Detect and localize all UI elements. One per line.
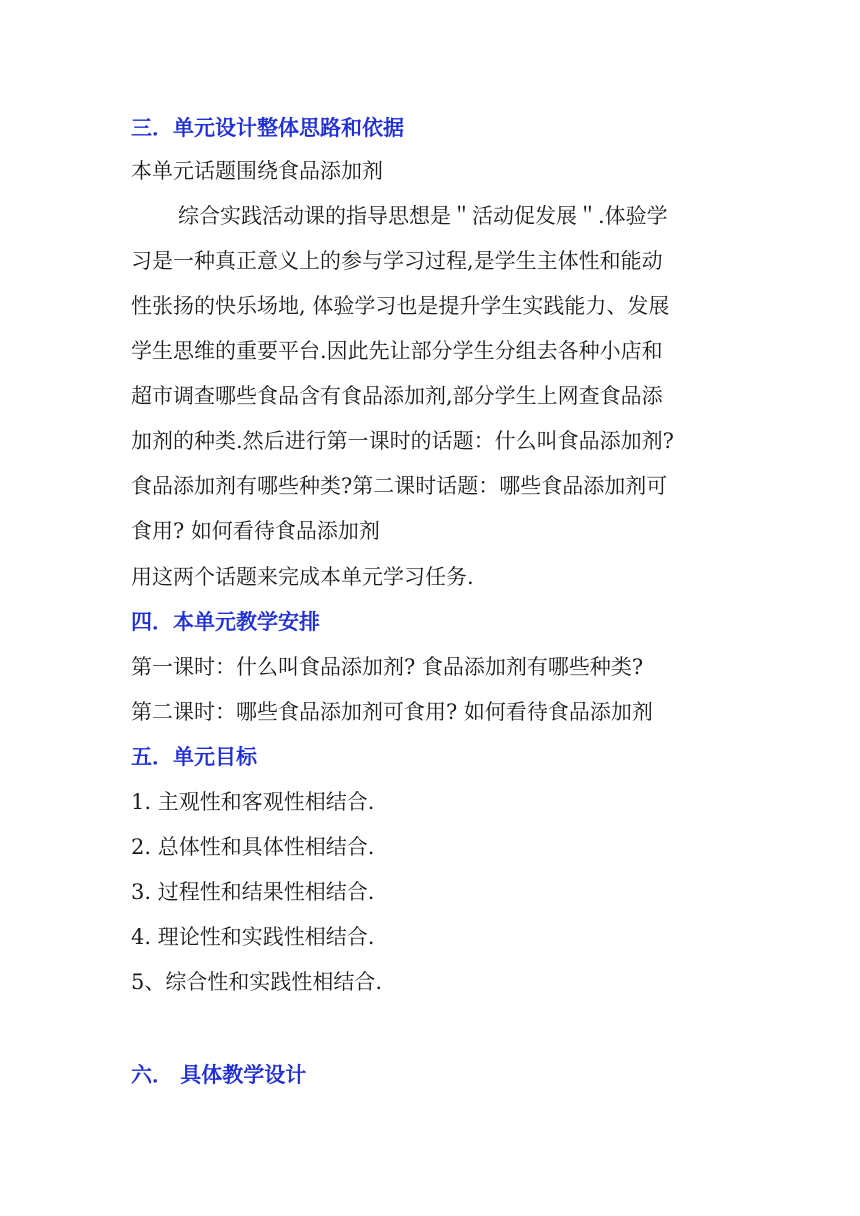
goal-item: 1. 主观性和客观性相结合. (131, 790, 375, 814)
goal-item: 5、综合性和实践性相结合. (131, 970, 383, 994)
lesson-1-text: 第一课时：什么叫食品添加剂? 食品添加剂有哪些种类? (131, 655, 644, 679)
section-6-heading: 六． 具体教学设计 (131, 1063, 307, 1087)
goal-item: 4. 理论性和实践性相结合. (131, 925, 375, 949)
goal-item: 2. 总体性和具体性相结合. (131, 835, 375, 859)
paragraph-line: 加剂的种类.然后进行第一课时的话题：什么叫食品添加剂? (131, 429, 674, 453)
section-3-topic: 本单元话题围绕食品添加剂 (131, 159, 383, 183)
paragraph-line: 学生思维的重要平台.因此先让部分学生分组去各种小店和 (131, 339, 663, 363)
lesson-2-text: 第二课时：哪些食品添加剂可食用? 如何看待食品添加剂 (131, 700, 653, 724)
goal-item: 3. 过程性和结果性相结合. (131, 880, 375, 904)
paragraph-line: 习是一种真正意义上的参与学习过程,是学生主体性和能动 (131, 249, 663, 273)
paragraph-line: 综合实践活动课的指导思想是＂活动促发展＂.体验学 (178, 204, 668, 228)
paragraph-line: 性张扬的快乐场地, 体验学习也是提升学生实践能力、发展 (131, 294, 670, 318)
section-3-heading: 三．单元设计整体思路和依据 (131, 116, 404, 140)
paragraph-line: 食用? 如何看待食品添加剂 (131, 519, 380, 543)
section-5-heading: 五．单元目标 (131, 745, 257, 769)
section-3-closing: 用这两个话题来完成本单元学习任务. (131, 565, 474, 589)
section-4-heading: 四．本单元教学安排 (131, 610, 320, 634)
paragraph-line: 食品添加剂有哪些种类?第二课时话题：哪些食品添加剂可 (131, 474, 668, 498)
paragraph-line: 超市调查哪些食品含有食品添加剂,部分学生上网查食品添 (131, 384, 663, 408)
